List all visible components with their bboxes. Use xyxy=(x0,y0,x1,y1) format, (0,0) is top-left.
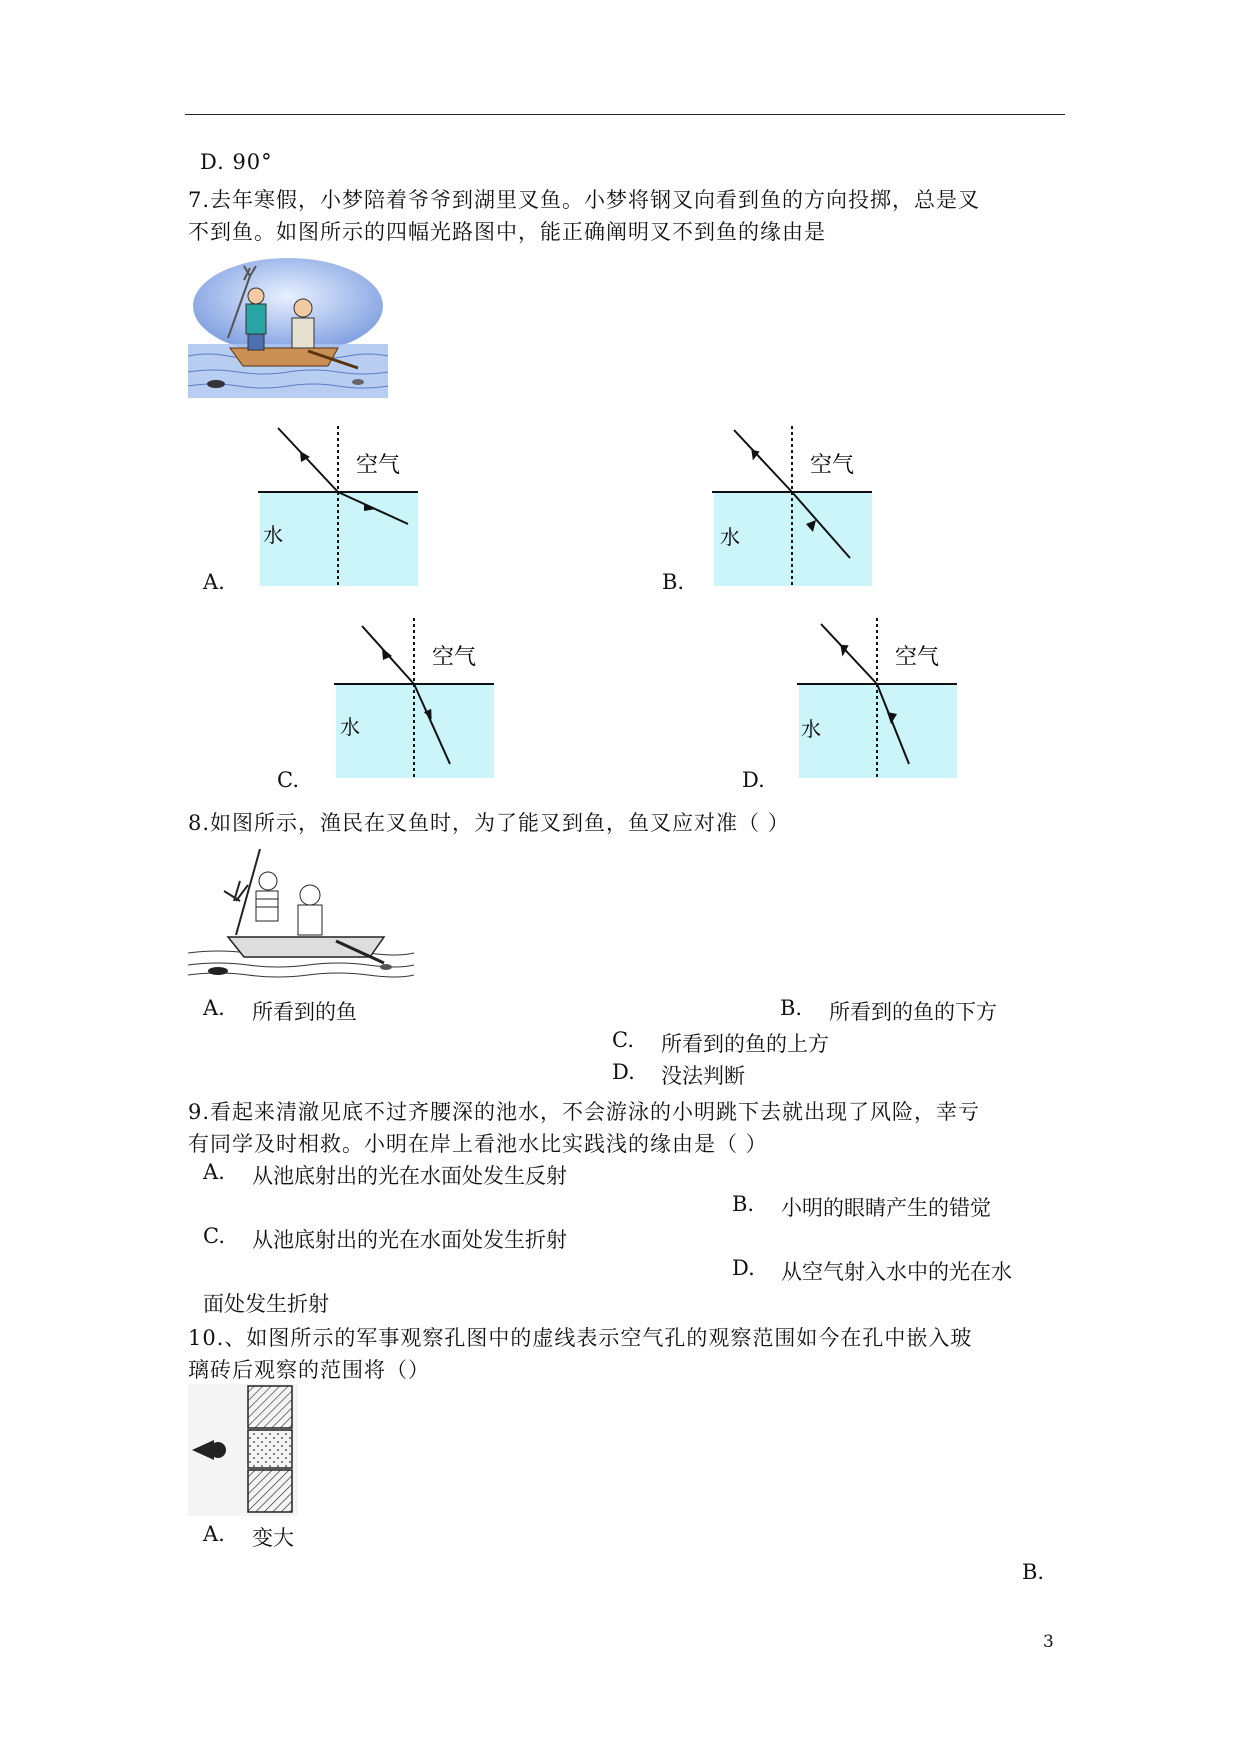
q7-option-c-diagram xyxy=(334,616,498,780)
q7-stem-line1: 7.去年寒假，小梦陪着爷爷到湖里叉鱼。小梦将钢叉向看到鱼的方向投掷，总是叉 xyxy=(188,188,981,212)
q9-option-d-continuation: 面处发生折射 xyxy=(203,1292,329,1316)
q9-option-c-text: 从池底射出的光在水面处发生折射 xyxy=(252,1228,567,1252)
q9-option-a-text: 从池底射出的光在水面处发生反射 xyxy=(252,1164,567,1188)
previous-option-d: D. 90° xyxy=(200,150,273,174)
q7-option-b-diagram xyxy=(712,424,876,588)
q8-option-d-text: 没法判断 xyxy=(661,1064,745,1088)
q7-c-air-label: 空气 xyxy=(432,644,477,669)
q7-option-a-label: A. xyxy=(203,570,225,594)
q8-option-b-text: 所看到的鱼的下方 xyxy=(829,1000,997,1024)
q7-stem-line2: 不到鱼。如图所示的四幅光路图中，能正确阐明叉不到鱼的缘由是 xyxy=(188,220,826,244)
page-number: 3 xyxy=(1043,1632,1054,1652)
q8-option-c-text: 所看到的鱼的上方 xyxy=(661,1032,829,1056)
q9-stem-line2: 有同学及时相救。小明在岸上看池水比实践浅的缘由是（ ） xyxy=(188,1132,768,1156)
q7-option-b-label: B. xyxy=(662,570,685,594)
q9-option-b-label: B. xyxy=(732,1192,755,1216)
q10-observation-hole-diagram xyxy=(188,1384,298,1516)
q7-b-water-label: 水 xyxy=(720,527,740,549)
q10-option-a-label: A. xyxy=(203,1522,225,1546)
q7-option-d-diagram xyxy=(797,616,961,780)
q7-c-water-label: 水 xyxy=(340,717,360,739)
q9-stem-line1: 9.看起来清澈见底不过齐腰深的池水，不会游泳的小明跳下去就出现了风险，幸亏 xyxy=(188,1100,981,1124)
header-rule xyxy=(185,114,1065,115)
q8-option-a-label: A. xyxy=(203,996,225,1020)
q8-option-b-label: B. xyxy=(780,996,803,1020)
q9-option-c-label: C. xyxy=(203,1224,225,1248)
q7-a-air-label: 空气 xyxy=(356,452,401,477)
q8-option-d-label: D. xyxy=(612,1060,635,1084)
q9-option-a-label: A. xyxy=(203,1160,225,1184)
q7-option-c-label: C. xyxy=(277,768,299,792)
q7-d-water-label: 水 xyxy=(801,719,821,741)
q7-b-air-label: 空气 xyxy=(810,452,855,477)
q8-boat-illustration xyxy=(188,845,414,983)
q9-option-d-text: 从空气射入水中的光在水 xyxy=(781,1260,1012,1284)
q7-d-air-label: 空气 xyxy=(895,644,940,669)
q10-option-b-label: B. xyxy=(1022,1560,1045,1584)
q10-stem-line2: 璃砖后观察的范围将（） xyxy=(188,1358,430,1382)
q10-option-a-text: 变大 xyxy=(252,1526,294,1550)
q9-option-b-text: 小明的眼睛产生的错觉 xyxy=(781,1196,991,1220)
q7-a-water-label: 水 xyxy=(263,525,283,547)
q8-option-a-text: 所看到的鱼 xyxy=(252,1000,357,1024)
q8-stem: 8.如图所示，渔民在叉鱼时，为了能叉到鱼，鱼叉应对准（ ） xyxy=(188,811,790,835)
q9-option-d-label: D. xyxy=(732,1256,755,1280)
q7-boat-illustration xyxy=(188,256,388,398)
q7-option-d-label: D. xyxy=(742,768,765,792)
q10-stem-line1: 10.、如图所示的军事观察孔图中的虚线表示空气孔的观察范围如今在孔中嵌入玻 xyxy=(188,1326,973,1350)
q8-option-c-label: C. xyxy=(612,1028,634,1052)
q7-option-a-diagram xyxy=(258,424,422,588)
